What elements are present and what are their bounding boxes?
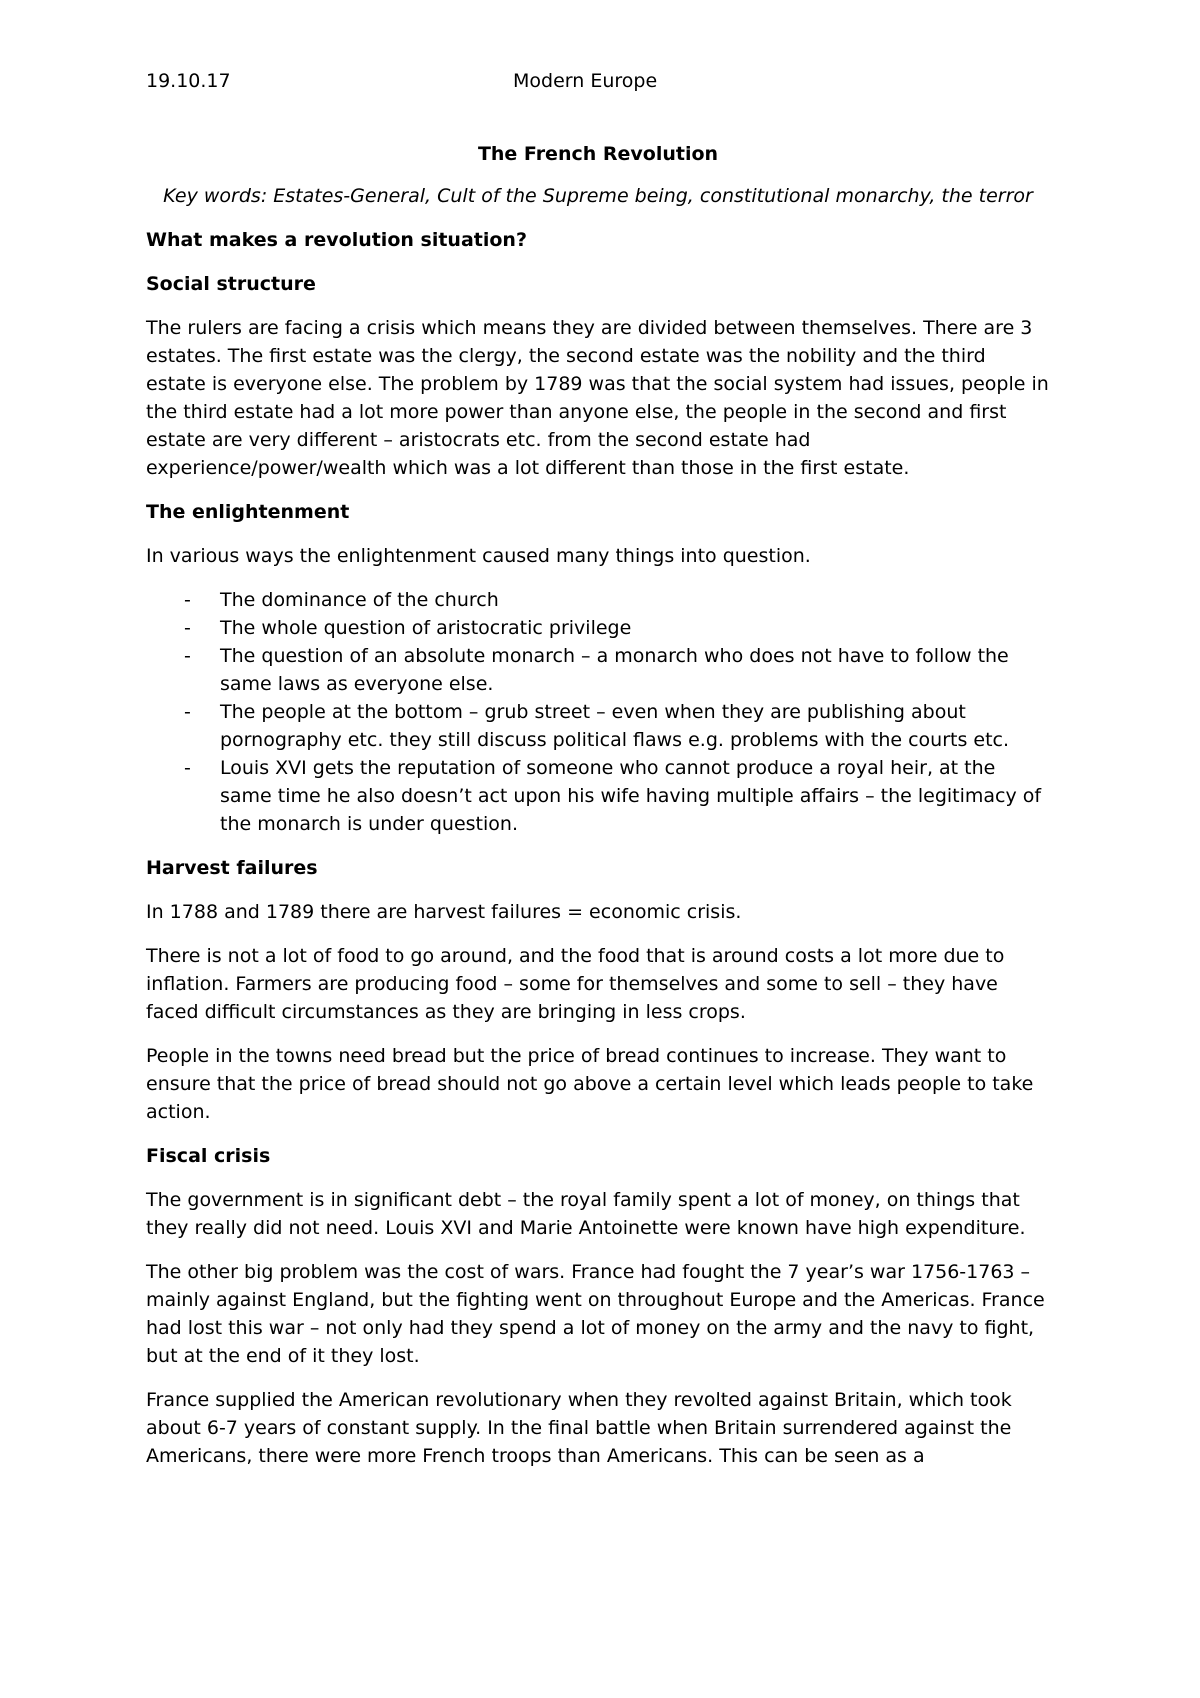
list-item — [146, 614, 1050, 642]
social-structure-heading: Social structure — [146, 273, 316, 295]
page-header — [146, 70, 1050, 98]
list-item — [146, 698, 1050, 754]
header-course: Modern Europe — [513, 70, 658, 92]
harvest-paragraph: There is not a lot of food to go around, and the food that is around costs a lot more due to inflation. Farmers are producing food – some for themselves and some to sell – they have faced difficult circumstances as they are bringing in less crops. — [146, 945, 1005, 1023]
list-item-text: Louis XVI gets the reputation of someone who cannot produce a royal heir, at the same time he also doesn’t act upon his wife having multiple affairs – the legitimacy of the monarch is under question. — [220, 757, 1042, 835]
list-item-text: The dominance of the church — [220, 589, 499, 611]
dash-marker: - — [184, 701, 191, 723]
enlightenment-list — [146, 586, 1050, 838]
document-title: The French Revolution — [477, 143, 719, 165]
list-item-text: The people at the bottom – grub street – even when they are publishing about pornography etc. they still discuss political flaws e.g. problems with the courts etc. — [220, 701, 1010, 751]
fiscal-paragraph: The government is in significant debt – the royal family spent a lot of money, on things that they really did not need. Louis XVI and Marie Antoinette were known have high expenditure. — [146, 1189, 1026, 1239]
header-date: 19.10.17 — [146, 70, 231, 92]
fiscal-heading: Fiscal crisis — [146, 1145, 271, 1167]
enlightenment-intro: In various ways the enlightenment caused many things into question. — [146, 545, 811, 567]
dash-marker: - — [184, 617, 191, 639]
social-structure-paragraph: The rulers are facing a crisis which means they are divided between themselves. There are 3 estates. The first estate was the clergy, the second estate was the nobility and the third estate is everyone else. The problem by 1789 was that the social system had issues, people in the third estate had a lot more power than anyone else, the people in the second and first estate are very different – aristocrats etc. from the second estate had experience/power/wealth which was a lot different than those in the first estate. — [146, 317, 1049, 479]
harvest-paragraph: People in the towns need bread but the price of bread continues to increase. They want to ensure that the price of bread should not go above a certain level which leads people to take action. — [146, 1045, 1034, 1123]
list-item — [146, 754, 1050, 838]
harvest-paragraph: In 1788 and 1789 there are harvest failures = economic crisis. — [146, 901, 742, 923]
fiscal-paragraph: The other big problem was the cost of wars. France had fought the 7 year’s war 1756-1763 – mainly against England, but the fighting went on throughout Europe and the Americas. France had lost this war – not only had they spend a lot of money on the army and the navy to fight, but at the end of it they lost. — [146, 1261, 1045, 1367]
dash-marker: - — [184, 589, 191, 611]
list-item-text: The whole question of aristocratic privilege — [220, 617, 632, 639]
keywords-line: Key words: Estates-General, Cult of the Supreme being, constitutional monarchy, the terror — [163, 185, 1033, 207]
harvest-heading: Harvest failures — [146, 857, 318, 879]
list-item — [146, 586, 1050, 614]
enlightenment-heading: The enlightenment — [146, 501, 350, 523]
fiscal-paragraph: France supplied the American revolutionary when they revolted against Britain, which took about 6-7 years of constant supply. In the final battle when Britain surrendered against the Americans, there were more French troops than Americans. This can be seen as a — [146, 1389, 1012, 1467]
dash-marker: - — [184, 645, 191, 667]
list-item-text: The question of an absolute monarch – a monarch who does not have to follow the same laws as everyone else. — [220, 645, 1009, 695]
list-item — [146, 642, 1050, 698]
dash-marker: - — [184, 757, 191, 779]
question-heading: What makes a revolution situation? — [146, 229, 527, 251]
